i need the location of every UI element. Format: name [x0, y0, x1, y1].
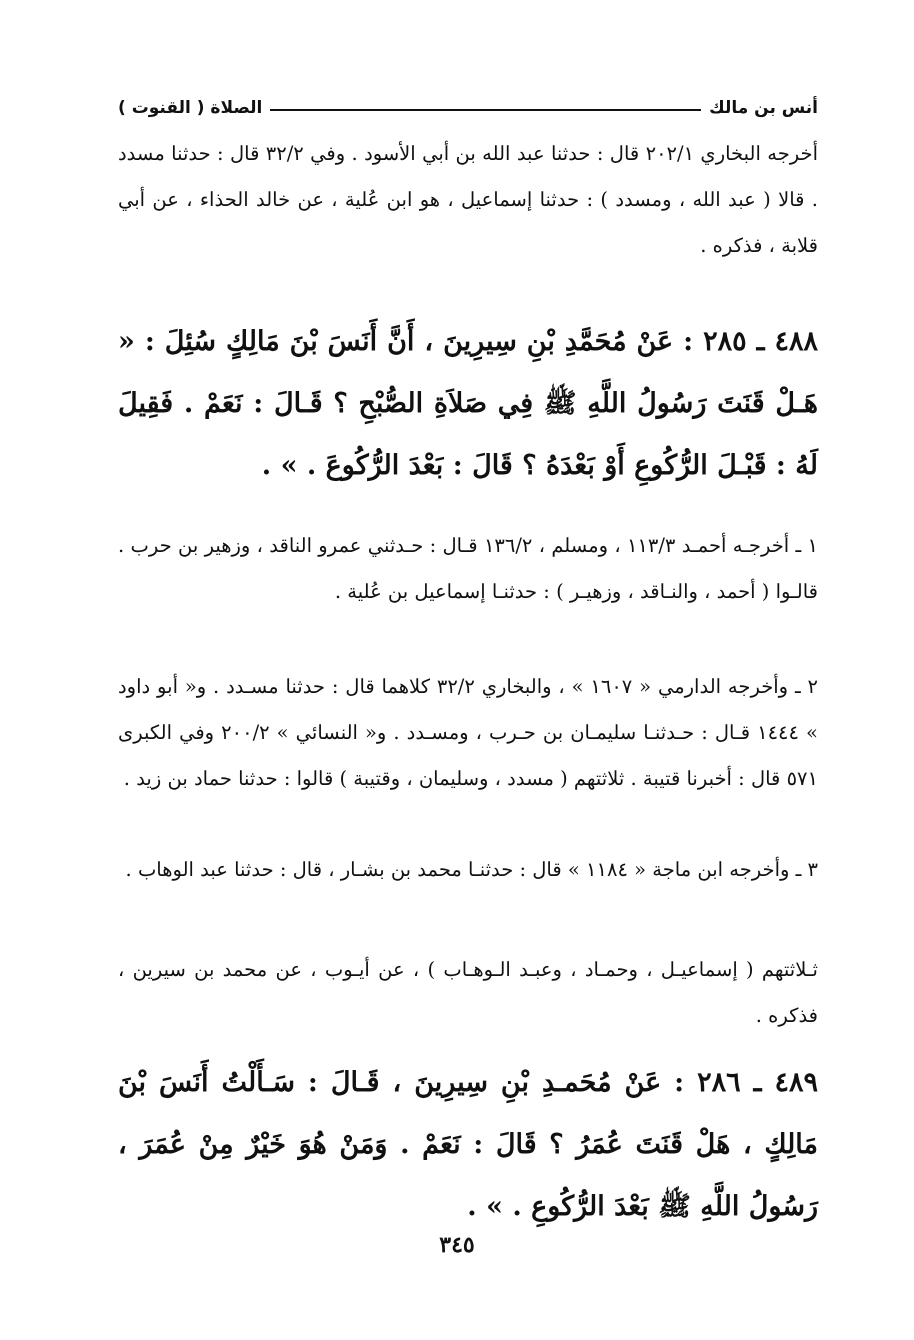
source-488-3: ٣ ـ وأخرجه ابن ماجة « ١١٨٤ » قال : حدثنـا محمد بن بشـار ، قال : حدثنا عبد الوهاب . [125, 858, 818, 881]
header-left-title: الصلاة ( القنوت ) [118, 98, 263, 118]
page-number: ٣٤٥ [439, 1232, 475, 1258]
source-488-4: ثـلاثتهم ( إسماعيـل ، وحمـاد ، وعبـد الـوهـاب ) ، عن أيـوب ، عن محمد بن سيرين ، فذكره . [118, 958, 818, 1027]
intro-paragraph: أخرجه البخاري ٢٠٢/١ قال : حدثنا عبد الله بن أبي الأسود . وفي ٣٢/٢ قال : حدثنا مسدد . قالا ( عبد الله ، ومسدد ) : حدثنا إسماعيل ، هو ابن عُلية ، عن خالد الحذاء ، عن أبي قلابة ، فذكره . [118, 142, 818, 257]
source-488-1: ١ ـ أخرجـه أحمـد ١١٣/٣ ، ومسلم ، ١٣٦/٢ قـال : حـدثني عمرو الناقد ، وزهير بن حرب . قالـوا ( أحمد ، والنـاقد ، وزهيـر ) : حدثنـا إسماعيل بن عُلية . [118, 534, 818, 603]
source-488-2: ٢ ـ وأخرجه الدارمي « ١٦٠٧ » ، والبخاري ٣٢/٢ كلاهما قال : حدثنا مسـدد . و« أبو داود » ١٤٤٤ قـال : حـدثنـا سليمـان بن حـرب ، ومسـدد . و« النسائي » ٢٠٠/٢ وفي الكبرى ٥٧١ قال : أخبرنا قتيبة . ثلاثتهم ( مسدد ، وسليمان ، وقتيبة ) قالوا : حدثنا حماد بن زيد . [118, 675, 819, 790]
hadith-489: ٤٨٩ ـ ٢٨٦ : عَنْ مُحَمـدِ بْنِ سِيرِينَ ، قَـالَ : سَـأَلْتُ أَنَسَ بْنَ مَالِكٍ ، هَلْ قَنَتَ عُمَرُ ؟ قَالَ : نَعَمْ . وَمَنْ هُوَ خَيْرٌ مِنْ عُمَرَ ، رَسُولُ اللَّهِ ﷺ بَعْدَ الرُّكُوعِ . » . [118, 1067, 819, 1222]
hadith-488: ٤٨٨ ـ ٢٨٥ : عَنْ مُحَمَّدِ بْنِ سِيرِينَ ، أَنَّ أَنَسَ بْنَ مَالِكٍ سُئِلَ : « هَـلْ قَنَتَ رَسُولُ اللَّهِ ﷺ فِي صَلاَةِ الصُّبْحِ ؟ قَـالَ : نَعَمْ . فَقِيلَ لَهُ : قَبْـلَ الرُّكُوعِ أَوْ بَعْدَهُ ؟ قَالَ : بَعْدَ الرُّكُوعَ . » . [118, 326, 818, 481]
header-rule [270, 109, 701, 111]
header-right-title: أنس بن مالك [709, 98, 818, 118]
running-header [118, 86, 818, 118]
